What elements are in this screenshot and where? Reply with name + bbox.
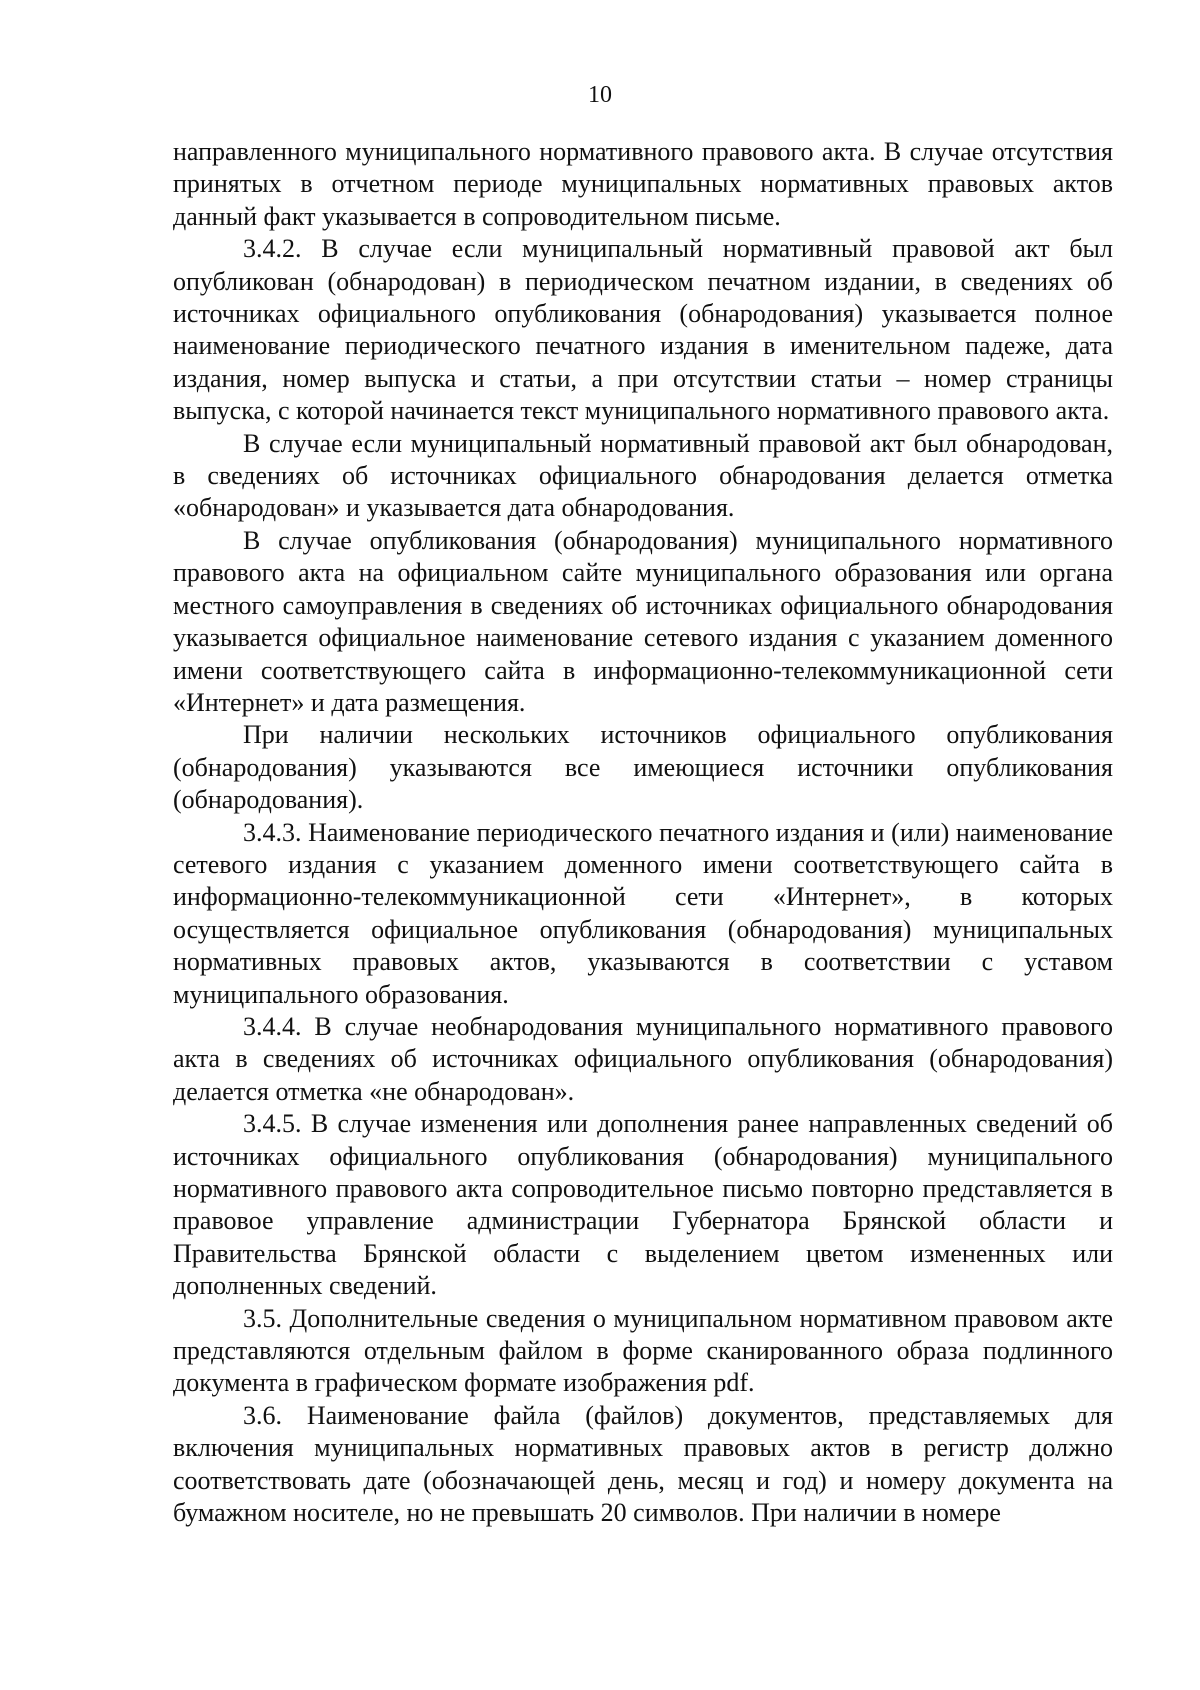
paragraph-3-4-2: 3.4.2. В случае если муниципальный нормативный правовой акт был опубликован (обнародован) в периодическом печатном издании, в сведениях об источниках официального опубликования (обнародования) указывается полное наименование периодического печатного издания в именительном падеже, дата издания, номер выпуска и статьи, а при отсутствии статьи – номер страницы выпуска, с которой начинается текст муниципального нормативного правового акта.: [173, 234, 1113, 426]
paragraph-3-6: 3.6. Наименование файла (файлов) документов, представляемых для включения муниципальных нормативных правовых актов в регистр должно соответствовать дате (обозначающей день, месяц и год) и номеру документа на бумажном носителе, но не превышать 20 символов. При наличии в номере: [173, 1400, 1113, 1528]
paragraph-multiple-sources: При наличии нескольких источников официального опубликования (обнародования) указываются все имеющиеся источники опубликования (обнародования).: [173, 720, 1113, 815]
paragraph-promulgation: В случае если муниципальный нормативный правовой акт был обнародован, в сведениях об источниках официального обнародования делается отметка «обнародован» и указывается дата обнародования.: [173, 428, 1113, 523]
page-number: 10: [588, 82, 612, 108]
paragraph-3-4-4: 3.4.4. В случае необнародования муниципального нормативного правового акта в сведениях об источниках официального опубликования (обнародования) делается отметка «не обнародован».: [173, 1011, 1113, 1106]
paragraph-3-5: 3.5. Дополнительные сведения о муниципальном нормативном правовом акте представляются отдельным файлом в форме сканированного образа подлинного документа в графическом формате изображения pdf.: [173, 1303, 1113, 1398]
paragraph-official-website: В случае опубликования (обнародования) муниципального нормативного правового акта на официальном сайте муниципального образования или органа местного самоуправления в сведениях об источниках официального обнародования указывается официальное наименование сетевого издания с указанием доменного имени соответствующего сайта в информационно-телекоммуникационной сети «Интернет» и дата размещения.: [173, 525, 1113, 717]
document-body: [173, 136, 1113, 1529]
paragraph-continuation: направленного муниципального нормативного правового акта. В случае отсутствия принятых в отчетном периоде муниципальных нормативных правовых актов данный факт указывается в сопроводительном письме.: [173, 137, 1113, 231]
paragraph-3-4-3: 3.4.3. Наименование периодического печатного издания и (или) наименование сетевого издания с указанием доменного имени соответствующего сайта в информационно-телекоммуникационной сети «Интернет», в которых осуществляется официальное опубликования (обнародования) муниципальных нормативных правовых актов, указываются в соответствии с уставом муниципального образования.: [173, 817, 1113, 1009]
paragraph-3-4-5: 3.4.5. В случае изменения или дополнения ранее направленных сведений об источниках официального опубликования (обнародования) муниципального нормативного правового акта сопроводительное письмо повторно представляется в правовое управление администрации Губернатора Брянской области и Правительства Брянской области с выделением цветом измененных или дополненных сведений.: [173, 1109, 1113, 1301]
